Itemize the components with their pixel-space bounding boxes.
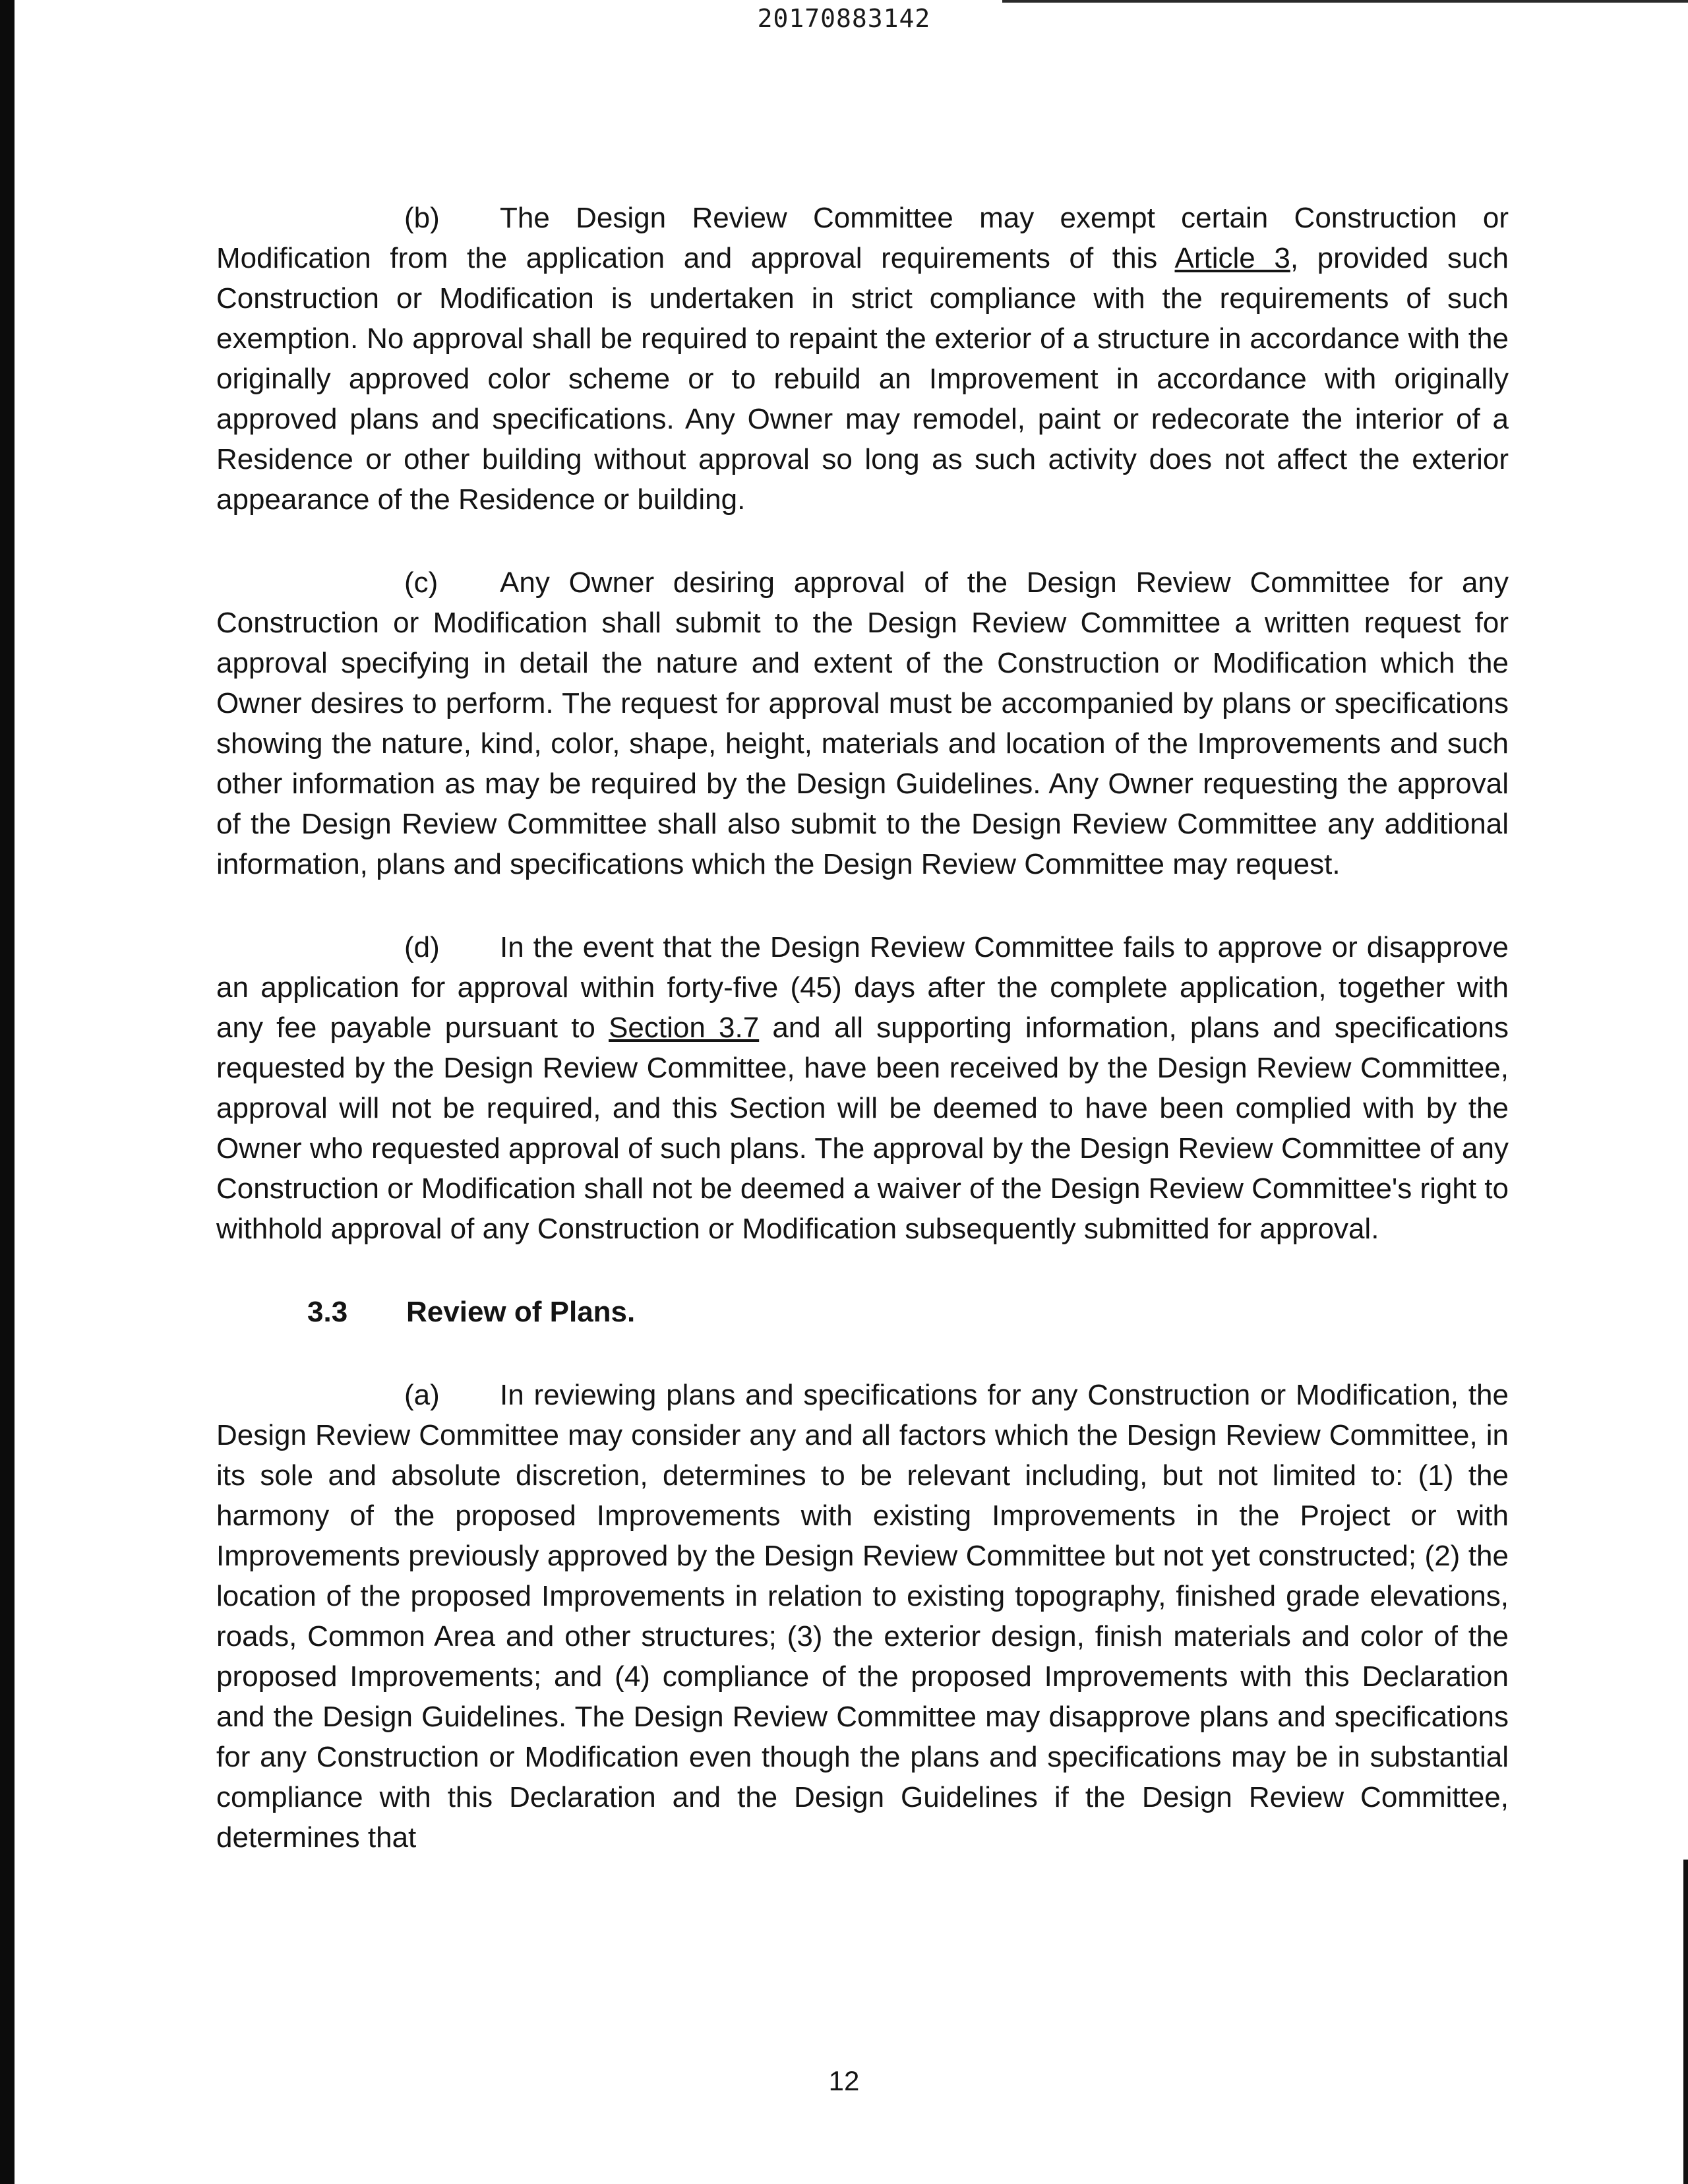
section-number: 3.3 <box>307 1296 348 1328</box>
section-heading <box>307 1292 1509 1332</box>
page-number: 12 <box>828 2065 860 2096</box>
scan-top-rule <box>1002 0 1688 3</box>
paragraph-b <box>216 198 1509 520</box>
paragraph-label: (b) <box>404 202 440 234</box>
article-reference: Article 3 <box>1174 242 1290 274</box>
paragraph-label: (d) <box>404 931 440 963</box>
paragraph-text: In the event that the Design Review Committee fails to approve or disapprove an application for approval within forty-five (45) days after the complete application, together with any fee payable pursuant to <box>216 931 1509 1044</box>
section-reference: Section 3.7 <box>609 1012 760 1044</box>
paragraph-text: The Design Review Committee may exempt certain Construction or Modification from the application and approval requirements of this <box>216 202 1509 274</box>
scan-right-edge <box>1683 1860 1688 2184</box>
section-title: Review of Plans. <box>406 1296 636 1328</box>
paragraph-text: Any Owner desiring approval of the Design Review Committee for any Construction or Modification shall submit to the Design Review Committee a written request for approval specifying in detail the nature and extent of the Construction or Modification which the Owner desires to perform. The request for approval must be accompanied by plans or specifications showing the nature, kind, color, shape, height, materials and location of the Improvements and such other information as may be required by the Design Guidelines. Any Owner requesting the approval of the Design Review Committee shall also submit to the Design Review Committee any additional information, plans and specifications which the Design Review Committee may request. <box>216 566 1509 880</box>
paragraph-label: (a) <box>404 1379 440 1411</box>
paragraph-text: In reviewing plans and specifications for any Construction or Modification, the Design Review Committee may consider any and all factors which the Design Review Committee, in its sole and absolute discretion, determines to be relevant including, but not limited to: (1) the harmony of the proposed Improvements with existing Improvements in the Project or with Improvements previously approved by the Design Review Committee but not yet constructed; (2) the location of the proposed Improvements in relation to existing topography, finished grade elevations, roads, Common Area and other structures; (3) the exterior design, finish materials and color of the proposed Improvements; and (4) compliance of the proposed Improvements with this Declaration and the Design Guidelines. The Design Review Committee may disapprove plans and specifications for any Construction or Modification even though the plans and specifications may be in substantial compliance with this Declaration and the Design Guidelines if the Design Review Committee, determines that <box>216 1379 1509 1854</box>
paragraph-label: (c) <box>404 566 438 599</box>
paragraph-text: , provided such Construction or Modification is undertaken in strict compliance with the requirements of such exemption. No approval shall be required to repaint the exterior of a structure in accordance with the originally approved color scheme or to rebuild an Improvement in accordance with originally approved plans and specifications. Any Owner may remodel, paint or redecorate the interior of a Residence or other building without approval so long as such activity does not affect the exterior appearance of the Residence or building. <box>216 242 1509 516</box>
scan-left-edge <box>0 0 15 2184</box>
page-body <box>216 198 1509 1900</box>
paragraph-3-3-a <box>216 1375 1509 1858</box>
paragraph-c <box>216 562 1509 884</box>
document-number: 20170883142 <box>757 4 931 33</box>
paragraph-d <box>216 927 1509 1249</box>
paragraph-text: and all supporting information, plans and specifications requested by the Design Review Committee, have been received by the Design Review Committee, approval will not be required, and this Section will be deemed to have been complied with by the Owner who requested approval of such plans. The approval by the Design Review Committee of any Construction or Modification shall not be deemed a waiver of the Design Review Committee's right to withhold approval of any Construction or Modification subsequently submitted for approval. <box>216 1012 1509 1245</box>
